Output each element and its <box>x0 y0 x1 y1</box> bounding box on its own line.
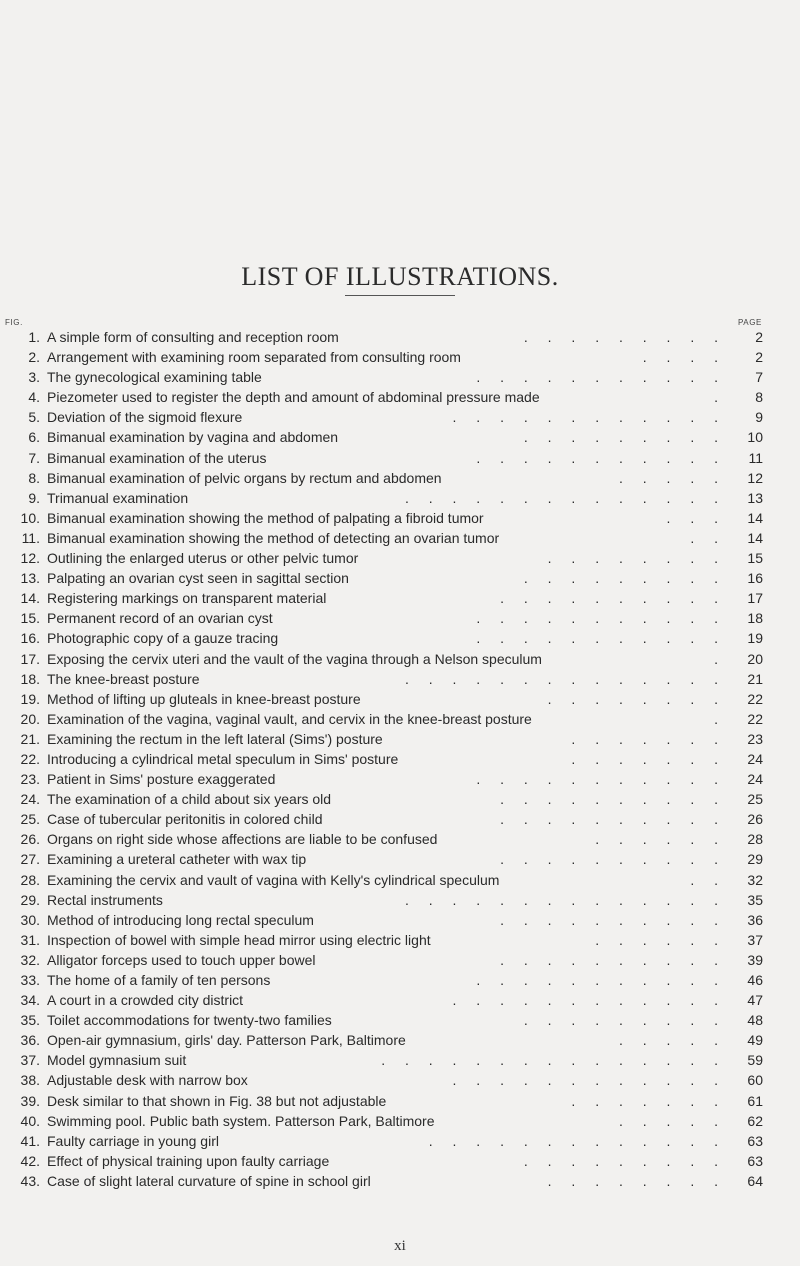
figure-number: 23. <box>20 771 40 788</box>
page-number: 17 <box>747 590 763 607</box>
list-item <box>0 407 800 427</box>
illustration-title: Inspection of bowel with simple head mirror using electric light <box>47 931 431 948</box>
title-rule <box>345 295 455 296</box>
illustration-title: Case of slight lateral curvature of spine in school girl <box>47 1172 371 1189</box>
list-item <box>0 1091 800 1111</box>
page-number: 39 <box>747 951 763 968</box>
illustration-title: Registering markings on transparent material <box>47 590 327 607</box>
list-item <box>0 1070 800 1090</box>
dot-leader: . . . . . . . . . . . <box>476 972 726 988</box>
figure-number: 35. <box>20 1012 40 1029</box>
illustration-title: Exposing the cervix uteri and the vault of the vagina through a Nelson speculum <box>47 650 542 667</box>
list-item <box>0 849 800 869</box>
list-item <box>0 649 800 669</box>
dot-leader: . . . . . . . . . . . . . . <box>404 489 726 506</box>
figure-number: 13. <box>20 570 40 587</box>
page-number: 64 <box>747 1172 763 1189</box>
list-item <box>0 327 800 347</box>
figure-number: 4. <box>28 389 40 406</box>
dot-leader: . . . . . . . . . <box>523 1152 726 1169</box>
dot-leader: . <box>714 389 726 406</box>
figure-number: 14. <box>20 590 40 607</box>
figure-number: 27. <box>20 851 40 868</box>
dot-leader: . . . . . . . . . . <box>500 791 726 808</box>
list-item <box>0 1131 800 1151</box>
dot-leader: . . . . . . . . . . . . <box>452 409 726 426</box>
illustration-title: Deviation of the sigmoid flexure <box>47 409 243 426</box>
list-item <box>0 508 800 528</box>
figure-number: 22. <box>20 750 40 767</box>
dot-leader: . . . . . . <box>595 831 726 848</box>
page-number: 16 <box>747 570 763 587</box>
illustration-title: Bimanual examination showing the method of palpating a fibroid tumor <box>47 509 484 526</box>
figure-number: 7. <box>28 449 40 466</box>
page-number: 8 <box>755 389 763 406</box>
list-item <box>0 1111 800 1131</box>
illustration-title: Outlining the enlarged uterus or other pelvic tumor <box>47 550 359 567</box>
list-item <box>0 588 800 608</box>
figure-number: 15. <box>20 610 40 627</box>
figure-number: 28. <box>20 871 40 888</box>
figure-number: 3. <box>28 369 40 386</box>
page-number: 2 <box>755 349 763 366</box>
illustration-title: The knee-breast posture <box>47 670 200 687</box>
page-number: 36 <box>747 911 763 928</box>
dot-leader: . . . . . <box>618 1032 726 1049</box>
page-number: 12 <box>747 469 763 486</box>
illustration-title: Piezometer used to register the depth and amount of abdominal pressure made <box>47 389 540 406</box>
dot-leader: . . . . . . . <box>571 730 726 747</box>
list-item <box>0 910 800 930</box>
page-number: 24 <box>747 750 763 767</box>
list-item <box>0 1030 800 1050</box>
figure-number: 1. <box>28 329 40 345</box>
illustration-title: Alligator forceps used to touch upper bowel <box>47 951 316 968</box>
page-number: 22 <box>747 690 763 707</box>
figure-number: 20. <box>20 710 40 727</box>
illustration-title: Examining a ureteral catheter with wax tip <box>47 851 307 868</box>
dot-leader: . . . . . . . . . . . <box>476 369 726 386</box>
list-item <box>0 628 800 648</box>
illustration-title: Effect of physical training upon faulty carriage <box>47 1152 330 1169</box>
figure-number: 2. <box>28 349 40 366</box>
page-number: 26 <box>747 811 763 828</box>
list-item <box>0 528 800 548</box>
figure-number: 33. <box>20 972 40 988</box>
dot-leader: . . . . . . . . . . <box>500 911 726 928</box>
dot-leader: . . . . . . . . . . . <box>476 449 726 466</box>
list-item <box>0 890 800 910</box>
list-item <box>0 749 800 769</box>
list-item <box>0 427 800 447</box>
page-number: 49 <box>747 1032 763 1049</box>
list-item <box>0 689 800 709</box>
illustration-title: Introducing a cylindrical metal speculum in Sims' posture <box>47 750 399 767</box>
illustration-title: Permanent record of an ovarian cyst <box>47 610 273 627</box>
dot-leader: . . . . . . <box>595 931 726 948</box>
figure-number: 38. <box>20 1072 40 1089</box>
illustration-title: The examination of a child about six years old <box>47 791 332 808</box>
illustration-title: Palpating an ovarian cyst seen in sagittal section <box>47 570 349 587</box>
page-number: 61 <box>747 1092 763 1109</box>
figure-number: 43. <box>20 1172 40 1189</box>
list-item <box>0 970 800 990</box>
list-item <box>0 950 800 970</box>
page-number: 7 <box>755 369 763 386</box>
dot-leader: . . . . . . . . . . . . <box>452 992 726 1009</box>
list-item <box>0 448 800 468</box>
illustration-title: The home of a family of ten persons <box>47 972 271 988</box>
figure-number: 21. <box>20 730 40 747</box>
list-item <box>0 488 800 508</box>
page-number: 63 <box>747 1132 763 1149</box>
figure-number: 41. <box>20 1132 40 1149</box>
list-item <box>0 930 800 950</box>
page-number: 11 <box>748 449 763 466</box>
page-number: 10 <box>747 429 763 446</box>
illustration-title: Patient in Sims' posture exaggerated <box>47 771 276 788</box>
page-number: 24 <box>747 771 763 788</box>
illustration-title: Arrangement with examining room separated from consulting room <box>47 349 461 366</box>
page-number: 48 <box>747 1012 763 1029</box>
illustration-title: The gynecological examining table <box>47 369 262 386</box>
illustration-title: Open-air gymnasium, girls' day. Patterson Park, Baltimore <box>47 1032 406 1049</box>
list-item <box>0 1010 800 1030</box>
illustration-title: Toilet accommodations for twenty-two families <box>47 1012 332 1029</box>
dot-leader: . <box>714 710 726 727</box>
page-number: 18 <box>747 610 763 627</box>
illustration-title: Bimanual examination of pelvic organs by rectum and abdomen <box>47 469 442 486</box>
figure-number: 30. <box>20 911 40 928</box>
figure-number: 10. <box>20 509 40 526</box>
figure-number: 31. <box>20 931 40 948</box>
illustration-title: Model gymnasium suit <box>47 1052 187 1069</box>
illustration-title: Rectal instruments <box>47 891 163 908</box>
list-item <box>0 1050 800 1070</box>
illustration-title: Examining the rectum in the left lateral (Sims') posture <box>47 730 383 747</box>
illustration-title: Trimanual examination <box>47 489 189 506</box>
dot-leader: . <box>714 650 726 667</box>
figure-number: 36. <box>20 1032 40 1049</box>
page-number: 35 <box>747 891 763 908</box>
illustration-title: Bimanual examination of the uterus <box>47 449 267 466</box>
page-number: 15 <box>747 550 763 567</box>
dot-leader: . . . . . . . <box>571 750 726 767</box>
dot-leader: . . . . . . . . <box>547 1172 726 1189</box>
list-item <box>0 1151 800 1171</box>
list-item <box>0 568 800 588</box>
page-number: 62 <box>747 1112 763 1129</box>
figure-number: 34. <box>20 992 40 1009</box>
list-item <box>0 729 800 749</box>
illustration-title: Examining the cervix and vault of vagina with Kelly's cylindrical speculum <box>47 871 500 888</box>
dot-leader: . . . . . . . . <box>547 690 726 707</box>
page-number: 22 <box>747 710 763 727</box>
dot-leader: . . . . . . . . . <box>523 429 726 446</box>
figure-number: 18. <box>20 670 40 687</box>
list-item <box>0 870 800 890</box>
illustration-title: A court in a crowded city district <box>47 992 244 1009</box>
page-number: 47 <box>747 992 763 1009</box>
list-item <box>0 1171 800 1191</box>
page-number: 2 <box>755 329 763 345</box>
page-number: 63 <box>747 1152 763 1169</box>
figure-number: 32. <box>20 951 40 968</box>
dot-leader: . . . . . . . . . <box>523 570 726 587</box>
illustration-title: Case of tubercular peritonitis in colored child <box>47 811 323 828</box>
illustration-title: Adjustable desk with narrow box <box>47 1072 248 1089</box>
figure-number: 6. <box>28 429 40 446</box>
dot-leader: . . . . . . . . . . . <box>476 771 726 788</box>
illustration-title: Examination of the vagina, vaginal vault, and cervix in the knee-breast posture <box>47 710 532 727</box>
page-number: 59 <box>747 1052 763 1069</box>
dot-leader: . . . . . . . . . . . . <box>452 1072 726 1089</box>
page-number: 14 <box>747 529 763 546</box>
dot-leader: . . . . . . . . . . . <box>476 630 726 647</box>
figure-number: 24. <box>20 791 40 808</box>
figure-number: 16. <box>20 630 40 647</box>
figure-number: 39. <box>20 1092 40 1109</box>
figure-number: 9. <box>28 489 40 506</box>
list-item <box>0 347 800 367</box>
page-number: 60 <box>747 1072 763 1089</box>
page-number: 14 <box>747 509 763 526</box>
page-column-header: PAGE <box>737 318 762 327</box>
figure-number: 11. <box>21 529 40 546</box>
dot-leader: . . . . . . . . . . . <box>476 610 726 627</box>
dot-leader: . . . . . . . . . . <box>500 590 726 607</box>
list-item <box>0 990 800 1010</box>
page-number: 46 <box>747 972 763 988</box>
dot-leader: . . <box>690 529 726 546</box>
dot-leader: . . . . . . . . . <box>523 329 726 345</box>
list-item <box>0 548 800 568</box>
page-folio: xi <box>394 1238 406 1254</box>
dot-leader: . . . . . . . . . . . . . . <box>404 891 726 908</box>
dot-leader: . . . . . <box>618 469 726 486</box>
list-item <box>0 367 800 387</box>
illustration-title: Bimanual examination by vagina and abdomen <box>47 429 339 446</box>
page-title: LIST OF ILLUSTRATIONS. <box>241 262 559 291</box>
dot-leader: . . . . . . . . . . . . . <box>428 1132 726 1149</box>
figure-number: 17. <box>20 650 40 667</box>
dot-leader: . . . . <box>642 349 726 366</box>
dot-leader: . . . . . . . . . . <box>500 851 726 868</box>
figure-number: 12. <box>20 550 40 567</box>
illustration-title: Bimanual examination showing the method of detecting an ovarian tumor <box>47 529 500 546</box>
list-item <box>0 769 800 789</box>
list-item <box>0 709 800 729</box>
dot-leader: . . <box>690 871 726 888</box>
dot-leader: . . . . . . . . . . <box>500 811 726 828</box>
dot-leader: . . . . . . . . . . . . . . <box>404 670 726 687</box>
dot-leader: . . . . . . . . . . . . . . . <box>381 1052 726 1069</box>
figure-number: 5. <box>28 409 40 426</box>
page-number: 25 <box>747 791 763 808</box>
figure-number: 37. <box>20 1052 40 1069</box>
page-number: 9 <box>755 409 763 426</box>
illustrations-list <box>0 327 800 1191</box>
page-number: 13 <box>747 489 763 506</box>
list-item <box>0 669 800 689</box>
page-number: 21 <box>747 670 763 687</box>
dot-leader: . . . . . . . . . . <box>500 951 726 968</box>
list-item <box>0 387 800 407</box>
figure-number: 19. <box>20 690 40 707</box>
figure-number: 26. <box>20 831 40 848</box>
illustration-title: Method of lifting up gluteals in knee-breast posture <box>47 690 361 707</box>
figure-number: 40. <box>20 1112 40 1129</box>
list-item <box>0 789 800 809</box>
dot-leader: . . . <box>666 509 726 526</box>
page-number: 32 <box>747 871 763 888</box>
list-item <box>0 468 800 488</box>
page-number: 20 <box>747 650 763 667</box>
dot-leader: . . . . . . . . <box>547 550 726 567</box>
figure-number: 8. <box>28 469 40 486</box>
dot-leader: . . . . . <box>618 1112 726 1129</box>
dot-leader: . . . . . . . <box>571 1092 726 1109</box>
illustration-title: Swimming pool. Public bath system. Patterson Park, Baltimore <box>47 1112 435 1129</box>
page-number: 37 <box>747 931 763 948</box>
page-number: 29 <box>747 851 763 868</box>
figure-number: 25. <box>20 811 40 828</box>
illustration-title: Method of introducing long rectal speculum <box>47 911 314 928</box>
list-item <box>0 608 800 628</box>
list-item <box>0 809 800 829</box>
illustration-title: A simple form of consulting and reception room <box>47 329 339 345</box>
illustration-title: Photographic copy of a gauze tracing <box>47 630 279 647</box>
illustration-title: Organs on right side whose affections are liable to be confused <box>47 831 438 848</box>
illustration-title: Desk similar to that shown in Fig. 38 but not adjustable <box>47 1092 387 1109</box>
list-item <box>0 829 800 849</box>
page-number: 23 <box>747 730 763 747</box>
figure-number: 42. <box>20 1152 40 1169</box>
dot-leader: . . . . . . . . . <box>523 1012 726 1029</box>
fig-column-header: FIG. <box>5 318 23 327</box>
illustration-title: Faulty carriage in young girl <box>47 1132 219 1149</box>
figure-number: 29. <box>20 891 40 908</box>
page-number: 19 <box>747 630 763 647</box>
page-number: 28 <box>747 831 763 848</box>
